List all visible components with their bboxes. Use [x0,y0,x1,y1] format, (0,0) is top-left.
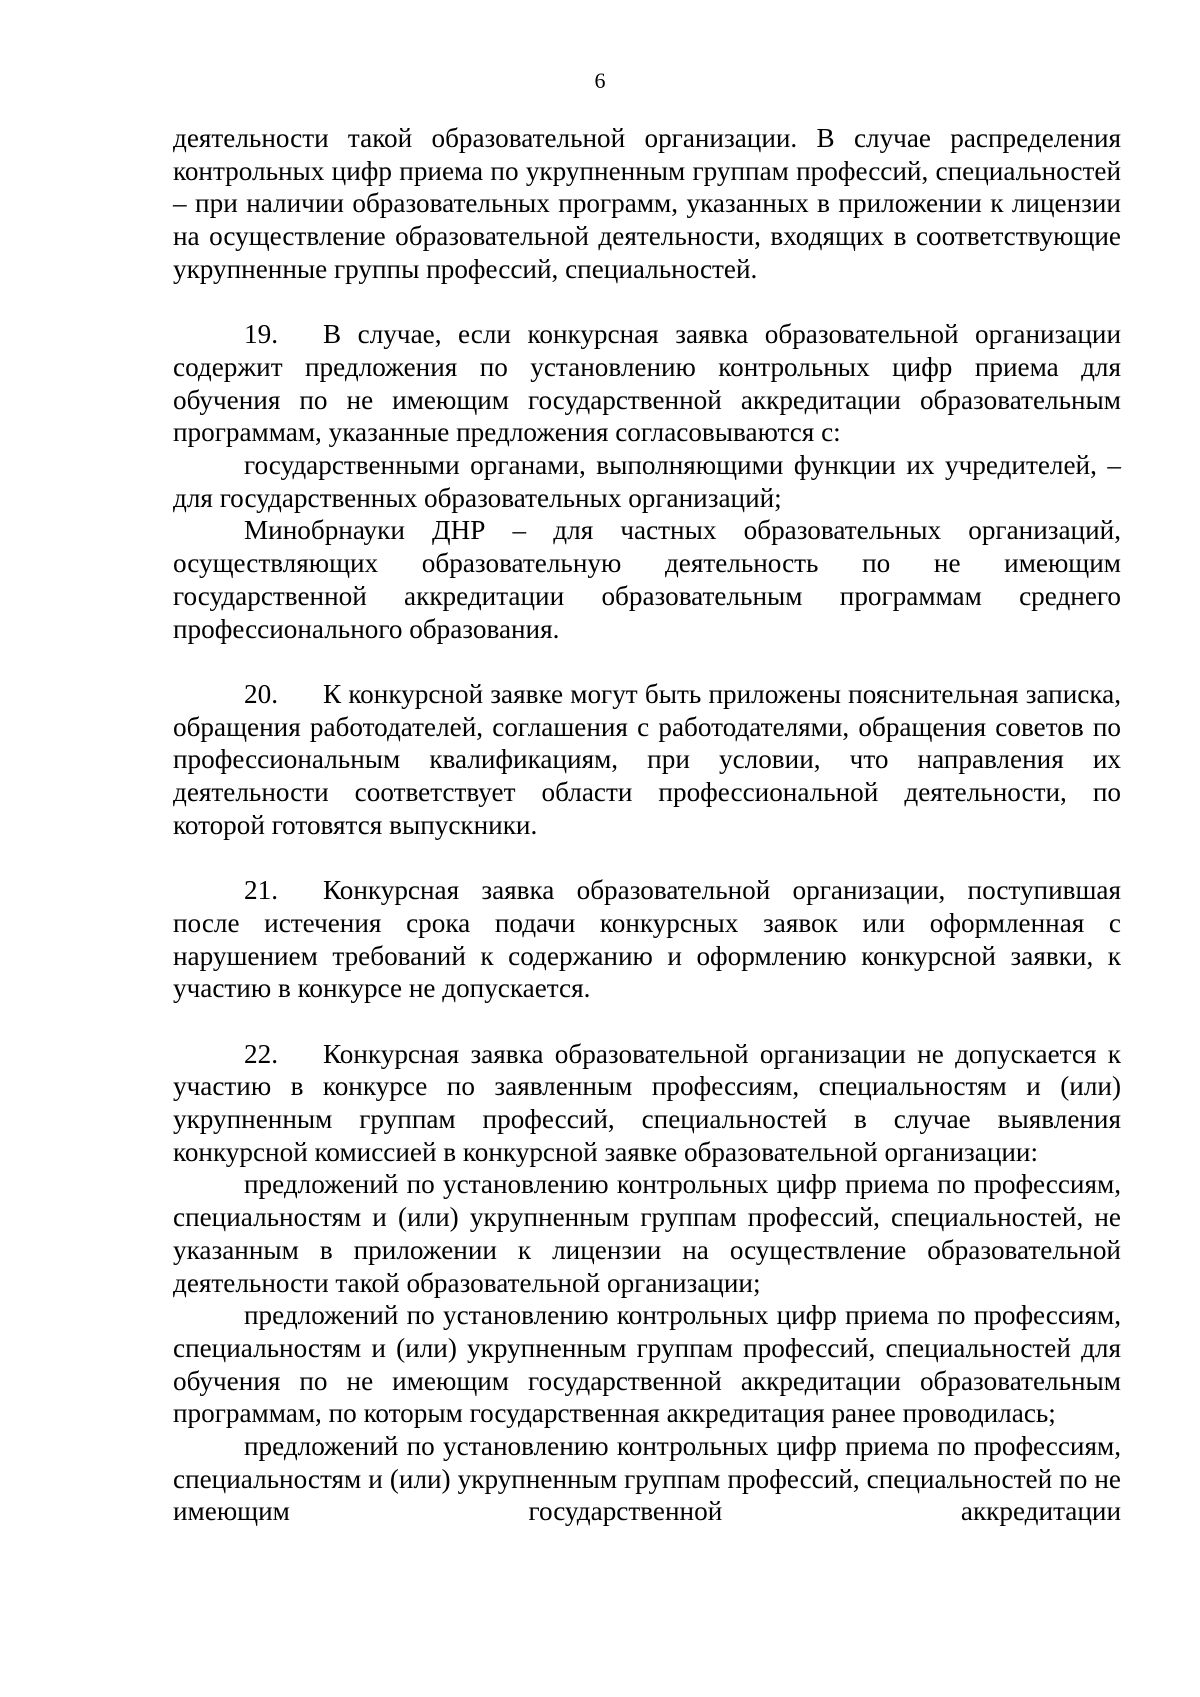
paragraph-text: Минобрнауки ДНР – для частных образовательных организаций, осуществляющих образовательную деятельность по не имеющим государственной аккредитации образовательным программам среднего профессионального образования. [173,515,1121,644]
paragraph-22-item-1 [173,1168,1121,1299]
paragraph-19-item-2 [173,514,1121,645]
paragraph-22-item-2 [173,1299,1121,1430]
paragraph-number: 20. [244,678,278,709]
paragraph-22 [173,1038,1121,1169]
paragraph-text: деятельности такой образовательной организации. В случае распределения контрольных цифр приема по укрупненным группам профессий, специальностей – при наличии образовательных программ, указанных в приложении к лицензии на осуществление образовательной деятельности, входящих в соответствующие укрупненные группы профессий, специальностей. [173,123,1121,284]
paragraph-text: предложений по установлению контрольных цифр приема по профессиям, специальностям и (или) укрупненным группам профессий, специальностей по не имеющим государственной аккредитации [173,1431,1121,1527]
paragraph-continuation [173,122,1121,286]
paragraph-text: предложений по установлению контрольных цифр приема по профессиям, специальностям и (или) укрупненным группам профессий, специальностей, не указанным в приложении к лицензии на осуществление образовательной деятельности такой образовательной организации; [173,1169,1121,1298]
paragraph-text: предложений по установлению контрольных цифр приема по профессиям, специальностям и (или) укрупненным группам профессий, специальностей для обучения по не имеющим государственной аккредитации образовательным программам, по которым государственная аккредитация ранее проводилась; [173,1300,1121,1429]
document-body [173,122,1121,1528]
paragraph-text: Конкурсная заявка образовательной организации, поступившая после истечения срока подачи конкурсных заявок или оформленная с нарушением требований к содержанию и оформлению конкурсной заявки, к участию в конкурсе не допускается. [173,875,1121,1004]
paragraph-number: 19. [244,319,278,350]
paragraph-number: 22. [244,1038,278,1069]
paragraph-22-item-3 [173,1430,1121,1528]
paragraph-text: государственными органами, выполняющими функции их учредителей, – для государственных образовательных организаций; [173,450,1121,513]
paragraph-text: К конкурсной заявке могут быть приложены пояснительная записка, обращения работодателей, соглашения с работодателями, обращения советов по профессиональным квалификациям, при условии, что направления их деятельности соответствует области профессиональной деятельности, по которой готовятся выпускники. [173,678,1121,840]
paragraph-21 [173,874,1121,1005]
paragraph-19-item-1 [173,449,1121,514]
paragraph-20 [173,678,1121,842]
page-number: 6 [594,68,606,93]
paragraph-19 [173,318,1121,449]
paragraph-number: 21. [244,875,278,906]
paragraph-text: Конкурсная заявка образовательной организации не допускается к участию в конкурсе по заявленным профессиям, специальностям и (или) укрупненным группам профессий, специальностей в случае выявления конкурсной комиссией в конкурсной заявке образовательной организации: [173,1038,1121,1167]
paragraph-text: В случае, если конкурсная заявка образовательной организации содержит предложения по установлению контрольных цифр приема для обучения по не имеющим государственной аккредитации образовательным программам, указанные предложения согласовываются с: [173,319,1121,448]
